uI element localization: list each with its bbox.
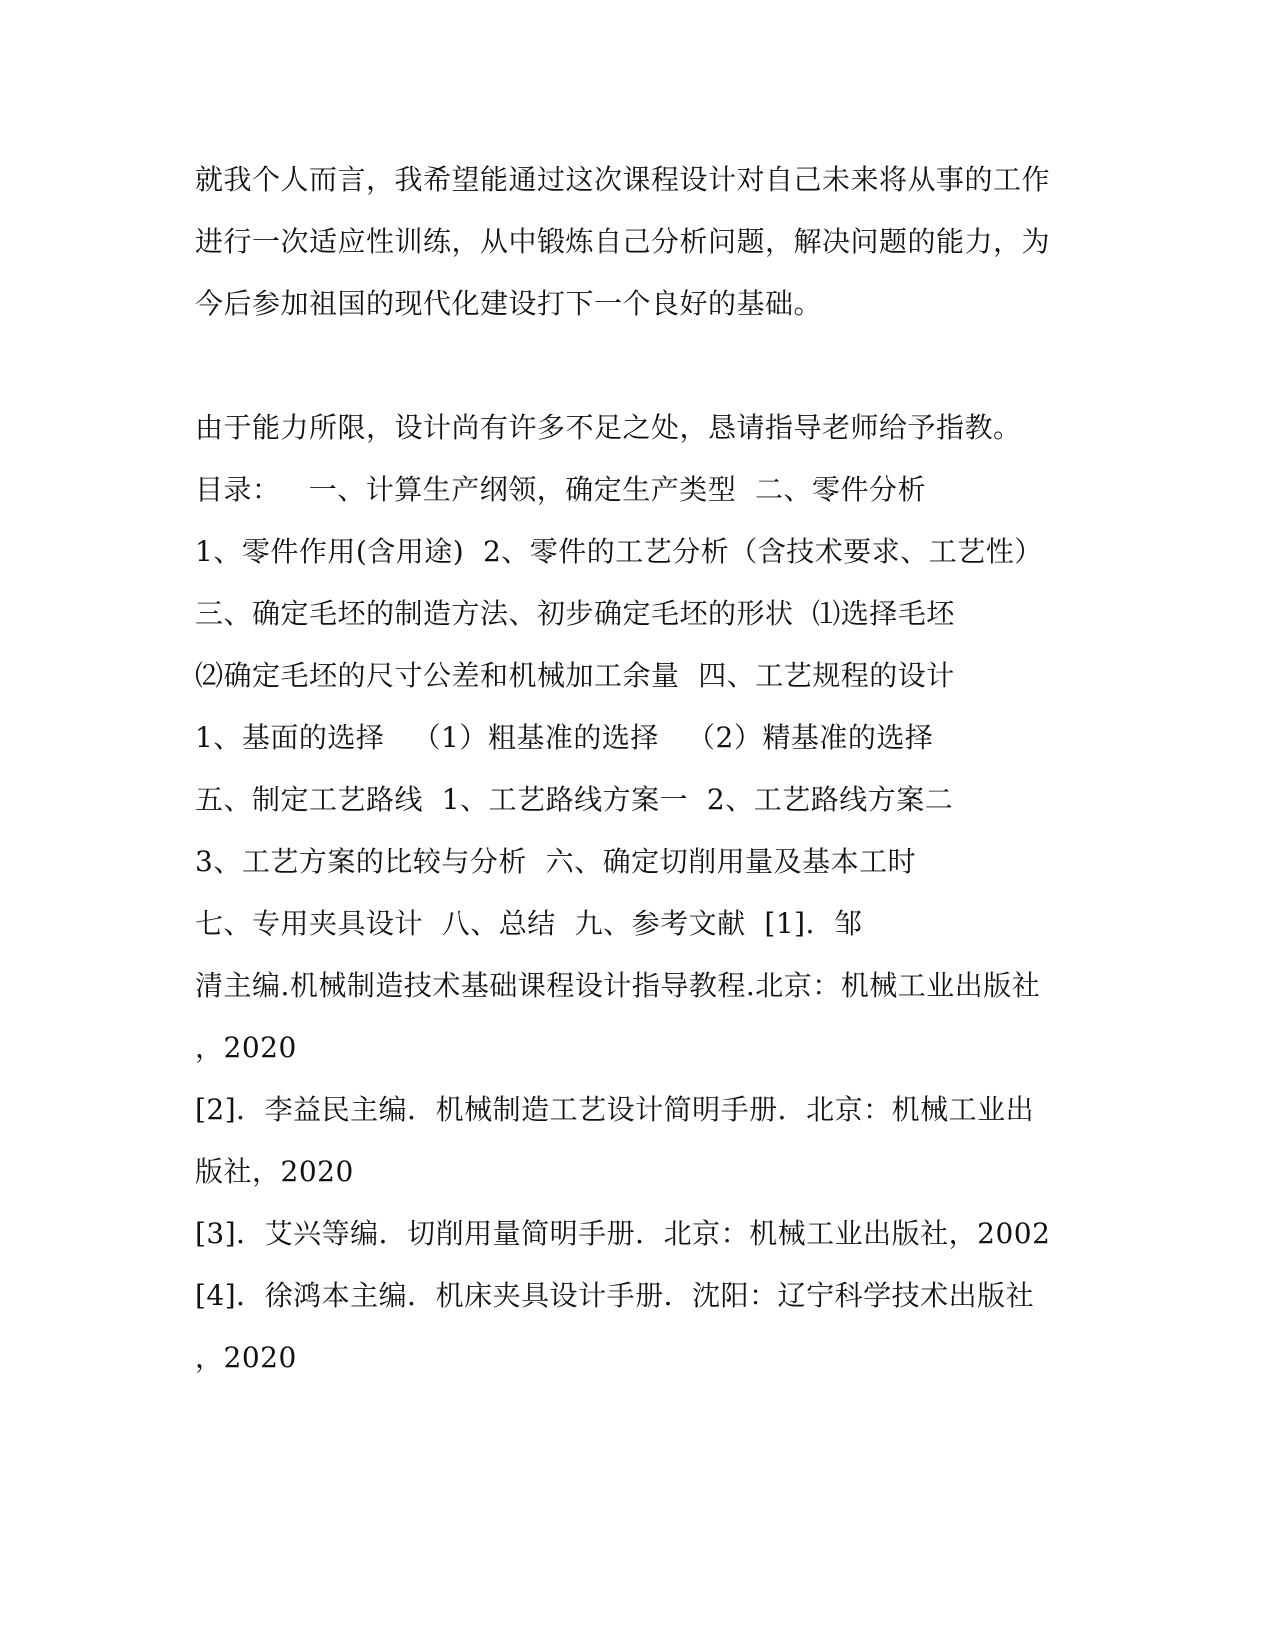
text-line: [3]．艾兴等编．切削用量简明手册．北京：机械工业出版社，2002 [195, 1217, 1051, 1250]
text-line: 五、制定工艺路线 1、工艺路线方案一 2、工艺路线方案二 [195, 783, 954, 816]
text-line: 1、零件作用(含用途) 2、零件的工艺分析（含技术要求、工艺性） [195, 535, 1043, 568]
text-line: ，2020 [195, 1031, 297, 1064]
text-line: [4]．徐鸿本主编．机床夹具设计手册．沈阳：辽宁科学技术出版社 [195, 1279, 1035, 1312]
text-line: 进行一次适应性训练，从中锻炼自己分析问题，解决问题的能力，为 [195, 225, 1051, 258]
text-line: 目录： 一、计算生产纲领，确定生产类型 二、零件分析 [195, 473, 927, 506]
text-line: 清主编.机械制造技术基础课程设计指导教程.北京：机械工业出版社 [195, 969, 1041, 1002]
text-line: [2]．李益民主编．机械制造工艺设计简明手册．北京：机械工业出 [195, 1093, 1035, 1126]
text-line: ⑵确定毛坯的尺寸公差和机械加工余量 四、工艺规程的设计 [195, 659, 955, 692]
text-line: 3、工艺方案的比较与分析 六、确定切削用量及基本工时 [195, 845, 917, 878]
text-line: 今后参加祖国的现代化建设打下一个良好的基础。 [195, 287, 823, 320]
text-line: 七、专用夹具设计 八、总结 九、参考文献 [1]．邹 [195, 907, 863, 940]
text-line: 就我个人而言，我希望能通过这次课程设计对自己未来将从事的工作 [195, 163, 1051, 196]
text-line: ，2020 [195, 1341, 297, 1374]
text-line: 版社，2020 [195, 1155, 354, 1188]
text-line: 1、基面的选择 （1）粗基准的选择 （2）精基准的选择 [195, 721, 934, 754]
text-line: 三、确定毛坯的制造方法、初步确定毛坯的形状 ⑴选择毛坯 [195, 597, 955, 630]
text-line: 由于能力所限，设计尚有许多不足之处，恳请指导老师给予指教。 [195, 411, 1022, 444]
